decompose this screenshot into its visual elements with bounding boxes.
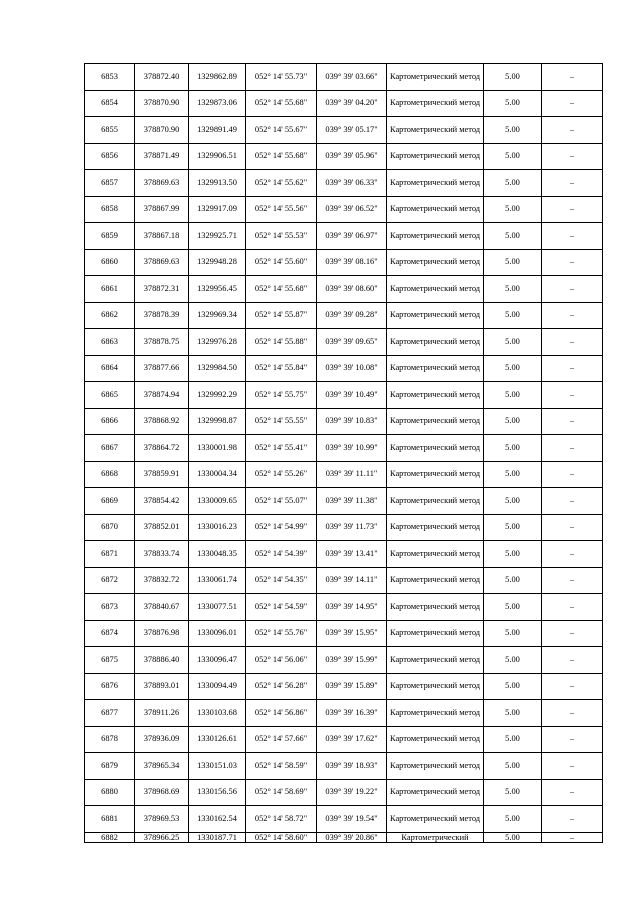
point-number-cell: 6859 (85, 223, 135, 250)
point-number-cell: 6880 (85, 779, 135, 806)
method-cell: Картометрический метод (387, 673, 484, 700)
latitude-cell: 052° 14' 55.62" (246, 170, 317, 197)
x-coordinate-cell: 378840.67 (135, 594, 189, 621)
y-coordinate-cell: 1330103.68 (189, 700, 246, 727)
note-cell: – (542, 620, 603, 647)
latitude-cell: 052° 14' 58.59" (246, 753, 317, 780)
table-row (85, 90, 603, 117)
table-row (85, 541, 603, 568)
y-coordinate-cell: 1329925.71 (189, 223, 246, 250)
latitude-cell: 052° 14' 56.28" (246, 673, 317, 700)
y-coordinate-cell: 1329956.45 (189, 276, 246, 303)
point-number-cell: 6882 (85, 832, 135, 842)
y-coordinate-cell: 1330077.51 (189, 594, 246, 621)
longitude-cell: 039° 39' 10.83" (317, 408, 387, 435)
longitude-cell: 039° 39' 11.11" (317, 461, 387, 488)
table-row (85, 488, 603, 515)
x-coordinate-cell: 378969.53 (135, 806, 189, 833)
longitude-cell: 039° 39' 03.66" (317, 64, 387, 91)
x-coordinate-cell: 378878.39 (135, 302, 189, 329)
x-coordinate-cell: 378968.69 (135, 779, 189, 806)
table-row (85, 249, 603, 276)
y-coordinate-cell: 1330016.23 (189, 514, 246, 541)
y-coordinate-cell: 1329948.28 (189, 249, 246, 276)
y-coordinate-cell: 1330162.54 (189, 806, 246, 833)
x-coordinate-cell: 378965.34 (135, 753, 189, 780)
method-cell: Картометрический метод (387, 514, 484, 541)
y-coordinate-cell: 1329976.28 (189, 329, 246, 356)
latitude-cell: 052° 14' 55.56" (246, 196, 317, 223)
table-row (85, 302, 603, 329)
point-number-cell: 6853 (85, 64, 135, 91)
note-cell: – (542, 355, 603, 382)
y-coordinate-cell: 1330151.03 (189, 753, 246, 780)
table-row (85, 726, 603, 753)
table-row (85, 117, 603, 144)
point-number-cell: 6869 (85, 488, 135, 515)
longitude-cell: 039° 39' 08.60" (317, 276, 387, 303)
y-coordinate-cell: 1330096.01 (189, 620, 246, 647)
point-number-cell: 6876 (85, 673, 135, 700)
x-coordinate-cell: 378868.92 (135, 408, 189, 435)
accuracy-cell: 5.00 (484, 276, 542, 303)
point-number-cell: 6863 (85, 329, 135, 356)
point-number-cell: 6868 (85, 461, 135, 488)
point-number-cell: 6858 (85, 196, 135, 223)
point-number-cell: 6870 (85, 514, 135, 541)
latitude-cell: 052° 14' 55.26" (246, 461, 317, 488)
latitude-cell: 052° 14' 56.86" (246, 700, 317, 727)
y-coordinate-cell: 1330048.35 (189, 541, 246, 568)
latitude-cell: 052° 14' 55.60" (246, 249, 317, 276)
point-number-cell: 6872 (85, 567, 135, 594)
latitude-cell: 052° 14' 58.72" (246, 806, 317, 833)
table-row (85, 620, 603, 647)
point-number-cell: 6854 (85, 90, 135, 117)
latitude-cell: 052° 14' 58.69" (246, 779, 317, 806)
latitude-cell: 052° 14' 55.53" (246, 223, 317, 250)
table-row (85, 514, 603, 541)
accuracy-cell: 5.00 (484, 461, 542, 488)
method-cell: Картометрический метод (387, 90, 484, 117)
method-cell: Картометрический метод (387, 620, 484, 647)
table-row (85, 594, 603, 621)
x-coordinate-cell: 378869.63 (135, 249, 189, 276)
method-cell: Картометрический метод (387, 143, 484, 170)
y-coordinate-cell: 1329917.09 (189, 196, 246, 223)
x-coordinate-cell: 378878.75 (135, 329, 189, 356)
longitude-cell: 039° 39' 17.62" (317, 726, 387, 753)
note-cell: – (542, 276, 603, 303)
x-coordinate-cell: 378886.40 (135, 647, 189, 674)
y-coordinate-cell: 1330187.71 (189, 832, 246, 842)
point-number-cell: 6874 (85, 620, 135, 647)
method-cell: Картометрический метод (387, 541, 484, 568)
y-coordinate-cell: 1329969.34 (189, 302, 246, 329)
latitude-cell: 052° 14' 55.07" (246, 488, 317, 515)
x-coordinate-cell: 378877.66 (135, 355, 189, 382)
longitude-cell: 039° 39' 05.96" (317, 143, 387, 170)
x-coordinate-cell: 378911.26 (135, 700, 189, 727)
method-cell: Картометрический метод (387, 700, 484, 727)
x-coordinate-cell: 378869.63 (135, 170, 189, 197)
note-cell: – (542, 170, 603, 197)
x-coordinate-cell: 378874.94 (135, 382, 189, 409)
latitude-cell: 052° 14' 55.68" (246, 276, 317, 303)
latitude-cell: 052° 14' 55.55" (246, 408, 317, 435)
longitude-cell: 039° 39' 10.08" (317, 355, 387, 382)
latitude-cell: 052° 14' 54.59" (246, 594, 317, 621)
note-cell: – (542, 461, 603, 488)
y-coordinate-cell: 1330096.47 (189, 647, 246, 674)
point-number-cell: 6861 (85, 276, 135, 303)
x-coordinate-cell: 378852.01 (135, 514, 189, 541)
x-coordinate-cell: 378867.18 (135, 223, 189, 250)
table-row (85, 673, 603, 700)
longitude-cell: 039° 39' 06.52" (317, 196, 387, 223)
table-row (85, 355, 603, 382)
longitude-cell: 039° 39' 13.41" (317, 541, 387, 568)
point-number-cell: 6875 (85, 647, 135, 674)
method-cell: Картометрический метод (387, 408, 484, 435)
method-cell: Картометрический метод (387, 779, 484, 806)
accuracy-cell: 5.00 (484, 143, 542, 170)
y-coordinate-cell: 1330061.74 (189, 567, 246, 594)
note-cell: – (542, 514, 603, 541)
note-cell: – (542, 302, 603, 329)
table-row (85, 276, 603, 303)
longitude-cell: 039° 39' 15.95" (317, 620, 387, 647)
latitude-cell: 052° 14' 55.73" (246, 64, 317, 91)
longitude-cell: 039° 39' 09.65" (317, 329, 387, 356)
point-number-cell: 6873 (85, 594, 135, 621)
note-cell: – (542, 541, 603, 568)
accuracy-cell: 5.00 (484, 753, 542, 780)
longitude-cell: 039° 39' 14.11" (317, 567, 387, 594)
accuracy-cell: 5.00 (484, 90, 542, 117)
method-cell: Картометрический метод (387, 302, 484, 329)
x-coordinate-cell: 378859.91 (135, 461, 189, 488)
accuracy-cell: 5.00 (484, 514, 542, 541)
method-cell: Картометрический метод (387, 567, 484, 594)
longitude-cell: 039° 39' 15.89" (317, 673, 387, 700)
note-cell: – (542, 488, 603, 515)
table-row (85, 435, 603, 462)
longitude-cell: 039° 39' 19.54" (317, 806, 387, 833)
y-coordinate-cell: 1330004.34 (189, 461, 246, 488)
point-number-cell: 6867 (85, 435, 135, 462)
latitude-cell: 052° 14' 55.67" (246, 117, 317, 144)
x-coordinate-cell: 378872.40 (135, 64, 189, 91)
accuracy-cell: 5.00 (484, 249, 542, 276)
y-coordinate-cell: 1329862.89 (189, 64, 246, 91)
y-coordinate-cell: 1329992.29 (189, 382, 246, 409)
table-body (85, 64, 603, 843)
method-cell: Картометрический метод (387, 170, 484, 197)
y-coordinate-cell: 1330009.65 (189, 488, 246, 515)
accuracy-cell: 5.00 (484, 488, 542, 515)
longitude-cell: 039° 39' 10.49" (317, 382, 387, 409)
longitude-cell: 039° 39' 11.73" (317, 514, 387, 541)
y-coordinate-cell: 1330156.56 (189, 779, 246, 806)
method-cell: Картометрический метод (387, 117, 484, 144)
table-row (85, 408, 603, 435)
point-number-cell: 6871 (85, 541, 135, 568)
note-cell: – (542, 382, 603, 409)
point-number-cell: 6855 (85, 117, 135, 144)
latitude-cell: 052° 14' 54.39" (246, 541, 317, 568)
longitude-cell: 039° 39' 06.33" (317, 170, 387, 197)
latitude-cell: 052° 14' 57.66" (246, 726, 317, 753)
table-row (85, 832, 603, 842)
table-row (85, 329, 603, 356)
longitude-cell: 039° 39' 14.95" (317, 594, 387, 621)
method-cell: Картометрический метод (387, 753, 484, 780)
latitude-cell: 052° 14' 58.60" (246, 832, 317, 842)
y-coordinate-cell: 1330126.61 (189, 726, 246, 753)
accuracy-cell: 5.00 (484, 117, 542, 144)
table-row (85, 700, 603, 727)
accuracy-cell: 5.00 (484, 647, 542, 674)
latitude-cell: 052° 14' 55.41" (246, 435, 317, 462)
x-coordinate-cell: 378854.42 (135, 488, 189, 515)
note-cell: – (542, 700, 603, 727)
method-cell: Картометрический метод (387, 64, 484, 91)
longitude-cell: 039° 39' 09.28" (317, 302, 387, 329)
method-cell: Картометрический метод (387, 435, 484, 462)
accuracy-cell: 5.00 (484, 567, 542, 594)
longitude-cell: 039° 39' 10.99" (317, 435, 387, 462)
accuracy-cell: 5.00 (484, 541, 542, 568)
note-cell: – (542, 726, 603, 753)
note-cell: – (542, 832, 603, 842)
table-row (85, 753, 603, 780)
accuracy-cell: 5.00 (484, 832, 542, 842)
y-coordinate-cell: 1330001.98 (189, 435, 246, 462)
method-cell: Картометрический метод (387, 461, 484, 488)
y-coordinate-cell: 1329998.87 (189, 408, 246, 435)
latitude-cell: 052° 14' 55.88" (246, 329, 317, 356)
method-cell: Картометрический метод (387, 726, 484, 753)
point-number-cell: 6862 (85, 302, 135, 329)
method-cell: Картометрический метод (387, 355, 484, 382)
latitude-cell: 052° 14' 55.76" (246, 620, 317, 647)
method-cell: Картометрический метод (387, 329, 484, 356)
latitude-cell: 052° 14' 54.99" (246, 514, 317, 541)
note-cell: – (542, 329, 603, 356)
x-coordinate-cell: 378872.31 (135, 276, 189, 303)
x-coordinate-cell: 378864.72 (135, 435, 189, 462)
point-number-cell: 6864 (85, 355, 135, 382)
method-cell: Картометрический (387, 832, 484, 842)
latitude-cell: 052° 14' 56.06" (246, 647, 317, 674)
accuracy-cell: 5.00 (484, 806, 542, 833)
latitude-cell: 052° 14' 55.68" (246, 143, 317, 170)
note-cell: – (542, 753, 603, 780)
y-coordinate-cell: 1329906.51 (189, 143, 246, 170)
x-coordinate-cell: 378870.90 (135, 90, 189, 117)
coordinates-table (84, 63, 603, 843)
table-row (85, 779, 603, 806)
point-number-cell: 6857 (85, 170, 135, 197)
point-number-cell: 6866 (85, 408, 135, 435)
x-coordinate-cell: 378833.74 (135, 541, 189, 568)
x-coordinate-cell: 378936.09 (135, 726, 189, 753)
table-row (85, 170, 603, 197)
x-coordinate-cell: 378871.49 (135, 143, 189, 170)
point-number-cell: 6877 (85, 700, 135, 727)
x-coordinate-cell: 378876.98 (135, 620, 189, 647)
note-cell: – (542, 435, 603, 462)
latitude-cell: 052° 14' 54.35" (246, 567, 317, 594)
method-cell: Картометрический метод (387, 382, 484, 409)
x-coordinate-cell: 378870.90 (135, 117, 189, 144)
accuracy-cell: 5.00 (484, 779, 542, 806)
method-cell: Картометрический метод (387, 196, 484, 223)
accuracy-cell: 5.00 (484, 302, 542, 329)
method-cell: Картометрический метод (387, 594, 484, 621)
latitude-cell: 052° 14' 55.87" (246, 302, 317, 329)
longitude-cell: 039° 39' 18.93" (317, 753, 387, 780)
y-coordinate-cell: 1329891.49 (189, 117, 246, 144)
table-row (85, 382, 603, 409)
method-cell: Картометрический метод (387, 806, 484, 833)
table-row (85, 196, 603, 223)
note-cell: – (542, 196, 603, 223)
method-cell: Картометрический метод (387, 488, 484, 515)
longitude-cell: 039° 39' 08.16" (317, 249, 387, 276)
x-coordinate-cell: 378893.01 (135, 673, 189, 700)
method-cell: Картометрический метод (387, 647, 484, 674)
note-cell: – (542, 117, 603, 144)
accuracy-cell: 5.00 (484, 382, 542, 409)
point-number-cell: 6879 (85, 753, 135, 780)
y-coordinate-cell: 1330094.49 (189, 673, 246, 700)
table-row (85, 806, 603, 833)
table-row (85, 64, 603, 91)
longitude-cell: 039° 39' 15.99" (317, 647, 387, 674)
longitude-cell: 039° 39' 19.22" (317, 779, 387, 806)
table-row (85, 647, 603, 674)
accuracy-cell: 5.00 (484, 673, 542, 700)
method-cell: Картометрический метод (387, 276, 484, 303)
note-cell: – (542, 143, 603, 170)
point-number-cell: 6878 (85, 726, 135, 753)
point-number-cell: 6860 (85, 249, 135, 276)
longitude-cell: 039° 39' 05.17" (317, 117, 387, 144)
accuracy-cell: 5.00 (484, 329, 542, 356)
accuracy-cell: 5.00 (484, 64, 542, 91)
longitude-cell: 039° 39' 16.39" (317, 700, 387, 727)
accuracy-cell: 5.00 (484, 408, 542, 435)
note-cell: – (542, 647, 603, 674)
accuracy-cell: 5.00 (484, 355, 542, 382)
longitude-cell: 039° 39' 04.20" (317, 90, 387, 117)
note-cell: – (542, 567, 603, 594)
table-row (85, 223, 603, 250)
note-cell: – (542, 90, 603, 117)
note-cell: – (542, 64, 603, 91)
table-row (85, 143, 603, 170)
accuracy-cell: 5.00 (484, 726, 542, 753)
point-number-cell: 6865 (85, 382, 135, 409)
latitude-cell: 052° 14' 55.75" (246, 382, 317, 409)
accuracy-cell: 5.00 (484, 170, 542, 197)
longitude-cell: 039° 39' 11.38" (317, 488, 387, 515)
table-row (85, 567, 603, 594)
latitude-cell: 052° 14' 55.68" (246, 90, 317, 117)
y-coordinate-cell: 1329984.50 (189, 355, 246, 382)
note-cell: – (542, 249, 603, 276)
accuracy-cell: 5.00 (484, 620, 542, 647)
method-cell: Картометрический метод (387, 223, 484, 250)
note-cell: – (542, 779, 603, 806)
y-coordinate-cell: 1329873.06 (189, 90, 246, 117)
accuracy-cell: 5.00 (484, 700, 542, 727)
note-cell: – (542, 223, 603, 250)
accuracy-cell: 5.00 (484, 196, 542, 223)
method-cell: Картометрический метод (387, 249, 484, 276)
accuracy-cell: 5.00 (484, 223, 542, 250)
x-coordinate-cell: 378867.99 (135, 196, 189, 223)
note-cell: – (542, 408, 603, 435)
y-coordinate-cell: 1329913.50 (189, 170, 246, 197)
longitude-cell: 039° 39' 06.97" (317, 223, 387, 250)
x-coordinate-cell: 378966.25 (135, 832, 189, 842)
accuracy-cell: 5.00 (484, 435, 542, 462)
latitude-cell: 052° 14' 55.84" (246, 355, 317, 382)
longitude-cell: 039° 39' 20.86" (317, 832, 387, 842)
point-number-cell: 6856 (85, 143, 135, 170)
point-number-cell: 6881 (85, 806, 135, 833)
x-coordinate-cell: 378832.72 (135, 567, 189, 594)
note-cell: – (542, 673, 603, 700)
accuracy-cell: 5.00 (484, 594, 542, 621)
note-cell: – (542, 806, 603, 833)
note-cell: – (542, 594, 603, 621)
table-row (85, 461, 603, 488)
